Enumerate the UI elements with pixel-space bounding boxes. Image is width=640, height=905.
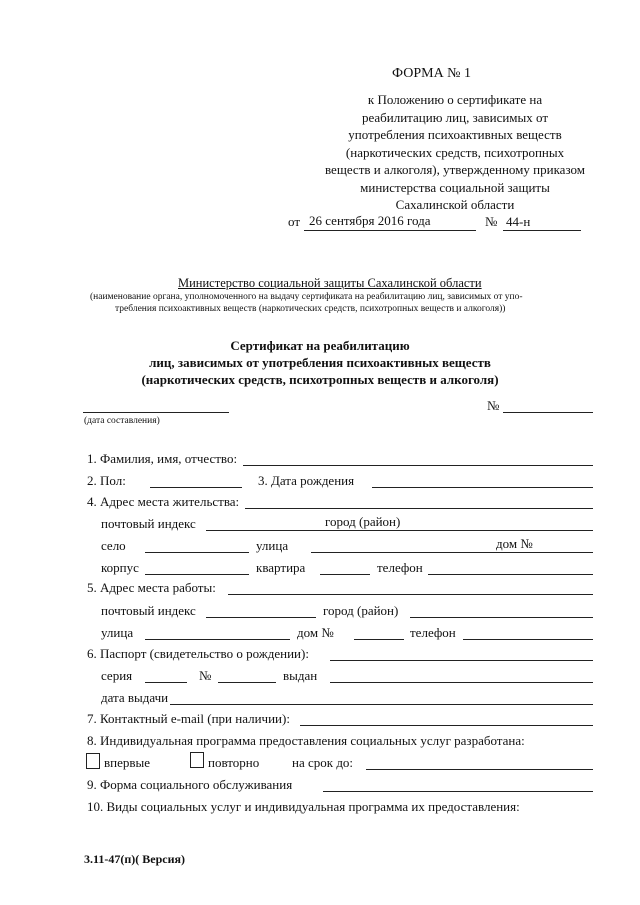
issue-date-label: дата выдачи: [101, 690, 169, 705]
date-caption: (дата составления): [84, 416, 160, 426]
house-label: дом №: [496, 536, 533, 551]
village-label: село: [101, 538, 126, 553]
email-field[interactable]: [300, 725, 593, 726]
order-date: 26 сентября 2016 года: [309, 213, 431, 228]
series-field[interactable]: [145, 682, 187, 683]
passport-label: 6. Паспорт (свидетельство о рождении):: [87, 646, 309, 661]
village-field[interactable]: [145, 552, 249, 553]
postal-code-field-2[interactable]: [206, 617, 316, 618]
order-number: 44-н: [506, 214, 531, 229]
issued-field[interactable]: [330, 682, 593, 683]
city-field-2[interactable]: [410, 617, 593, 618]
street-field[interactable]: [311, 552, 593, 553]
order-from-label: от: [288, 214, 301, 229]
house-label-2: дом №: [297, 625, 334, 640]
passport-field[interactable]: [330, 660, 593, 661]
authority-note: (наименование органа, уполномоченного на выдачу сертификата на реабилитацию лиц, зависимых от упо-: [90, 292, 523, 302]
header-line: веществ и алкоголя), утвержденному приказом: [324, 162, 585, 177]
passport-no-label: №: [199, 668, 212, 683]
residence-address-label: 4. Адрес места жительства:: [87, 494, 240, 509]
term-field[interactable]: [366, 769, 593, 770]
passport-no-field[interactable]: [218, 682, 276, 683]
header-line: министерства социальной защиты: [360, 180, 550, 195]
street-field-2[interactable]: [145, 639, 290, 640]
service-form-field[interactable]: [323, 791, 593, 792]
building-field[interactable]: [145, 574, 249, 575]
postal-code-label-2: почтовый индекс: [101, 603, 196, 618]
certificate-title: Сертификат на реабилитацию: [230, 338, 410, 353]
certificate-number-label: №: [487, 398, 500, 413]
city-label-2: город (район): [323, 603, 399, 618]
city-label: город (район): [325, 514, 401, 529]
residence-address-field[interactable]: [245, 508, 593, 509]
work-address-field[interactable]: [228, 594, 593, 595]
header-line: Сахалинской области: [395, 197, 515, 212]
phone-label-2: телефон: [410, 625, 456, 640]
service-form-label: 9. Форма социального обслуживания: [87, 777, 293, 792]
repeated-checkbox[interactable]: [190, 752, 204, 768]
building-label: корпус: [101, 560, 139, 575]
header-line: реабилитацию лиц, зависимых от: [361, 110, 549, 125]
street-label-2: улица: [101, 625, 134, 640]
series-label: серия: [101, 668, 133, 683]
sex-field[interactable]: [150, 487, 242, 488]
term-label: на срок до:: [292, 755, 354, 770]
work-address-label: 5. Адрес места работы:: [87, 580, 216, 595]
first-time-checkbox[interactable]: [86, 753, 100, 769]
header-line: (наркотических средств, психотропных: [345, 145, 565, 160]
phone-label: телефон: [377, 560, 423, 575]
repeated-label: повторно: [208, 755, 260, 770]
full-name-field[interactable]: [243, 465, 593, 466]
issued-label: выдан: [283, 668, 318, 683]
apartment-field[interactable]: [320, 574, 370, 575]
service-types-label: 10. Виды социальных услуг и индивидуальная программа их предоставления:: [87, 799, 520, 814]
footer-code: 3.11-47(п)( Версия): [84, 852, 185, 866]
authority-note: требления психоактивных веществ (наркотических средств, психотропных веществ и алкоголя)): [115, 304, 506, 314]
phone-field[interactable]: [428, 574, 593, 575]
order-number-label: №: [485, 214, 498, 229]
header-line: употребления психоактивных веществ: [348, 127, 562, 142]
form-number: ФОРМА № 1: [392, 66, 472, 81]
certificate-number-field[interactable]: [503, 412, 593, 413]
phone-field-2[interactable]: [463, 639, 593, 640]
certificate-title: лиц, зависимых от употребления психоактивных веществ: [149, 355, 491, 370]
first-time-label: впервые: [104, 755, 151, 770]
program-label: 8. Индивидуальная программа предоставления социальных услуг разработана:: [87, 733, 525, 748]
certificate-title: (наркотических средств, психотропных веществ и алкоголя): [141, 372, 499, 387]
street-label: улица: [256, 538, 289, 553]
authority-name: Министерство социальной защиты Сахалинской области: [178, 276, 482, 290]
email-label: 7. Контактный e-mail (при наличии):: [87, 711, 290, 726]
header-line: к Положению о сертификате на: [367, 92, 543, 107]
date-field[interactable]: [83, 412, 229, 413]
full-name-label: 1. Фамилия, имя, отчество:: [87, 451, 238, 466]
postal-code-label: почтовый индекс: [101, 516, 196, 531]
issue-date-field[interactable]: [170, 704, 593, 705]
birth-date-field[interactable]: [372, 487, 593, 488]
sex-label: 2. Пол:: [87, 473, 126, 488]
birth-date-label: 3. Дата рождения: [258, 473, 355, 488]
apartment-label: квартира: [256, 560, 306, 575]
postal-code-field[interactable]: [206, 530, 593, 531]
house-field-2[interactable]: [354, 639, 404, 640]
